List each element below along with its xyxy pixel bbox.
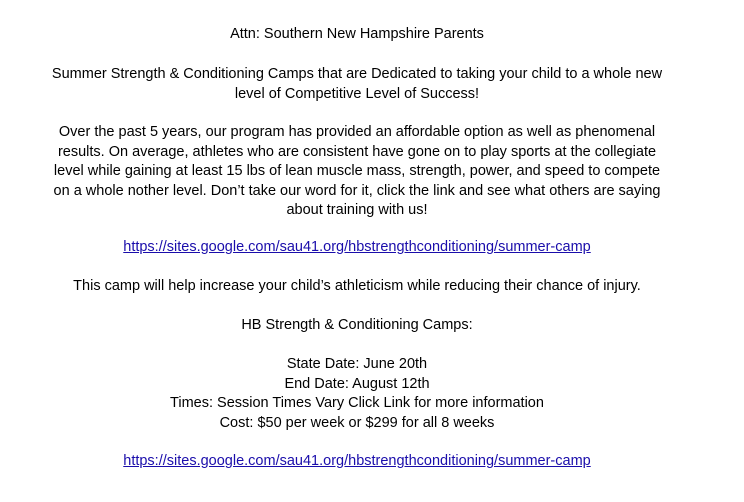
camps-heading-row [40, 316, 674, 336]
athleticism-paragraph [40, 277, 674, 297]
cost: Cost: $50 per week or $299 for all 8 weeks [219, 414, 495, 431]
attn-text: Attn: Southern New Hampshire Parents [230, 26, 484, 42]
headline-paragraph [40, 65, 674, 104]
camp-link-top[interactable]: https://sites.google.com/sau41.org/hbstrengthconditioning/summer-camp [123, 239, 591, 255]
attn-line [40, 25, 674, 45]
session-times: Times: Session Times Vary Click Link for more information [170, 395, 544, 411]
camp-link-bottom-row [40, 452, 674, 472]
camp-link-bottom[interactable]: https://sites.google.com/sau41.org/hbstrengthconditioning/summer-camp [123, 453, 591, 469]
intro-paragraph [40, 123, 674, 221]
headline-line-1: Summer Strength & Conditioning Camps that are Dedicated to taking your child to a whole new [51, 66, 663, 82]
start-date: State Date: June 20th [286, 356, 428, 372]
camps-heading: HB Strength & Conditioning Camps: [241, 317, 473, 333]
athleticism-text: This camp will help increase your child’s athleticism while reducing their chance of injury. [73, 278, 641, 294]
intro-line-5: about training with us! [286, 202, 428, 218]
headline-line-2: level of Competitive Level of Success! [234, 85, 480, 102]
intro-line-1: Over the past 5 years, our program has provided an affordable option as well as phenomenal [58, 124, 656, 140]
camp-link-top-row [40, 238, 674, 258]
intro-line-3: level while gaining at least 15 lbs of lean muscle mass, strength, power, and speed to compete [53, 163, 661, 179]
end-date: End Date: August 12th [284, 375, 430, 392]
intro-line-4: on a whole nother level. Don’t take our word for it, click the link and see what others are saying [53, 182, 661, 199]
intro-line-2: results. On average, athletes who are consistent have gone on to play sports at the collegiate [57, 143, 657, 160]
camp-details [40, 355, 674, 433]
